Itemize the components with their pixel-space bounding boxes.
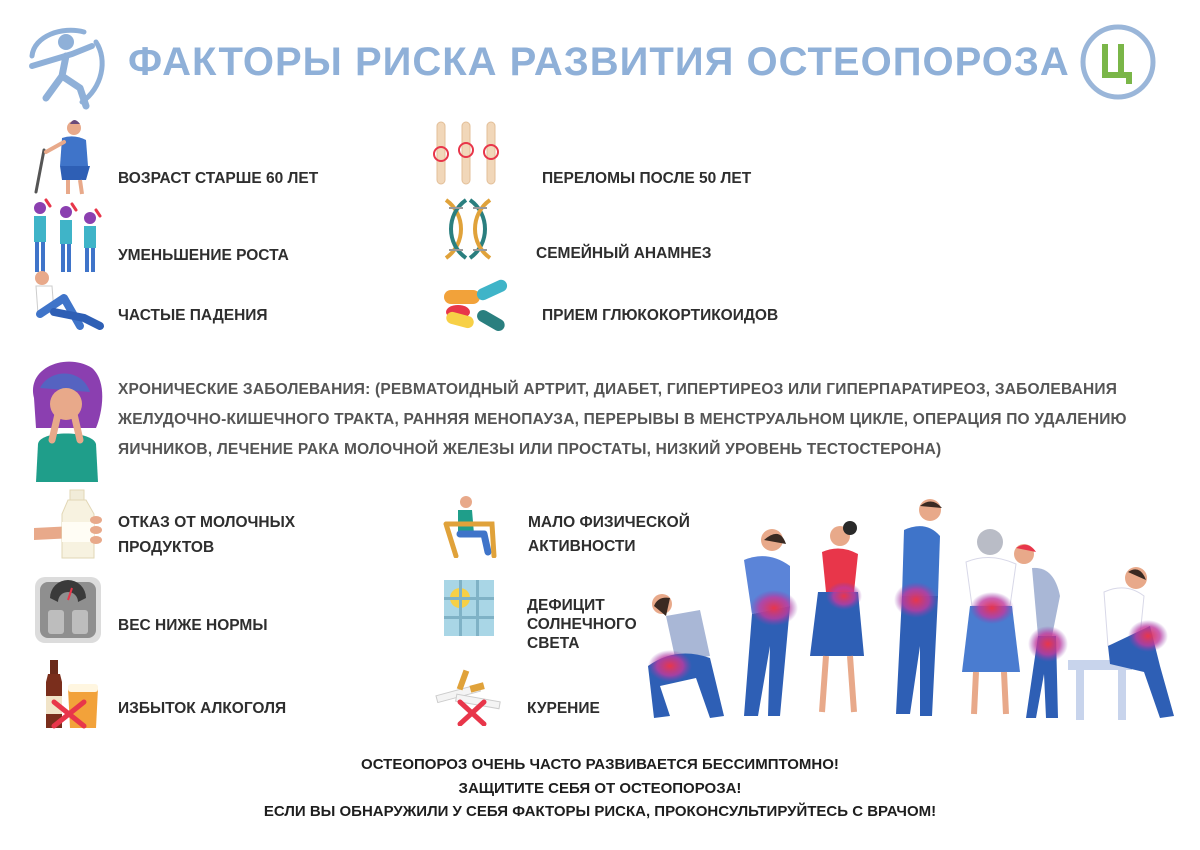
page-title: ФАКТОРЫ РИСКА РАЗВИТИЯ ОСТЕОПОРОЗА (128, 40, 1070, 84)
factor-alcohol-label: ИЗБЫТОК АЛКОГОЛЯ (118, 700, 287, 717)
elderly-woman-cane-icon (30, 118, 102, 196)
factor-weight-label: ВЕС НИЖЕ НОРМЫ (118, 617, 268, 634)
no-smoking-icon (434, 668, 504, 726)
dna-icon (440, 198, 496, 260)
no-alcohol-icon (44, 660, 100, 730)
runner-logo-icon (22, 22, 110, 110)
falling-person-icon (30, 268, 106, 332)
shrinking-height-icon (28, 198, 106, 276)
factor-smoking-label: КУРЕНИЕ (527, 700, 600, 717)
back-pain-group-illustration (640, 496, 1185, 726)
sitting-person-icon (440, 494, 500, 558)
bathroom-scale-icon (34, 576, 102, 644)
footer-line-3: ЕСЛИ ВЫ ОБНАРУЖИЛИ У СЕБЯ ФАКТОРЫ РИСКА, ПРОКОНСУЛЬТИРУЙТЕСЬ С ВРАЧОМ! (263, 803, 937, 820)
factor-activity-label-line1: МАЛО ФИЗИЧЕСКОЙ (528, 514, 690, 531)
factor-dairy-label-line1: ОТКАЗ ОТ МОЛОЧНЫХ (118, 514, 296, 531)
window-sun-icon (444, 580, 494, 636)
factor-sun-label-line2: СОЛНЕЧНОГО (527, 616, 637, 633)
footer-message (0, 753, 1200, 824)
factor-sun-label-line1: ДЕФИЦИТ (527, 597, 605, 614)
pills-icon (440, 276, 510, 334)
factor-activity-label-line2: АКТИВНОСТИ (528, 538, 636, 555)
center-logo-icon (1078, 22, 1158, 102)
factor-age-label: ВОЗРАСТ СТАРШЕ 60 ЛЕТ (118, 170, 319, 187)
footer-line-2: ЗАЩИТИТЕ СЕБЯ ОТ ОСТЕОПОРОЗА! (458, 779, 742, 797)
factor-falls-label: ЧАСТЫЕ ПАДЕНИЯ (118, 307, 268, 324)
broken-bones-icon (428, 118, 504, 188)
factor-dairy-label-line2: ПРОДУКТОВ (118, 539, 215, 556)
factor-family-label: СЕМЕЙНЫЙ АНАМНЕЗ (536, 245, 712, 262)
factor-height-label: УМЕНЬШЕНИЕ РОСТА (118, 247, 289, 264)
milk-bottle-icon (34, 488, 108, 562)
footer-line-1: ОСТЕОПОРОЗ ОЧЕНЬ ЧАСТО РАЗВИВАЕТСЯ БЕССИМПТОМНО! (361, 756, 839, 773)
factor-fractures-label: ПЕРЕЛОМЫ ПОСЛЕ 50 ЛЕТ (542, 170, 752, 187)
factor-chronic-label: ХРОНИЧЕСКИЕ ЗАБОЛЕВАНИЯ: (РЕВМАТОИДНЫЙ АРТРИТ, ДИАБЕТ, ГИПЕРТИРЕОЗ ИЛИ ГИПЕРПАРАТИРЕОЗ, ЗАБОЛЕВАНИЯ ЖЕЛУДОЧНО-КИШЕЧНОГО ТРАКТА, РАННЯЯ МЕНОПАУЗА, ПЕРЕРЫВЫ В МЕНСТРУАЛЬНОМ ЦИКЛЕ, ОПЕРАЦИЯ ПО УДАЛЕНИЮ ЯИЧНИКОВ, ЛЕЧЕНИЕ РАКА МОЛОЧНОЙ ЖЕЛЕЗЫ ИЛИ ПРОСТАТЫ, НИЗКИЙ УРОВЕНЬ ТЕСТОСТЕРОНА) (118, 381, 1127, 458)
factor-sun-label-line3: СВЕТА (527, 635, 580, 652)
factor-glucocorticoids-label: ПРИЕМ ГЛЮКОКОРТИКОИДОВ (542, 307, 779, 324)
headache-woman-icon (26, 358, 106, 482)
